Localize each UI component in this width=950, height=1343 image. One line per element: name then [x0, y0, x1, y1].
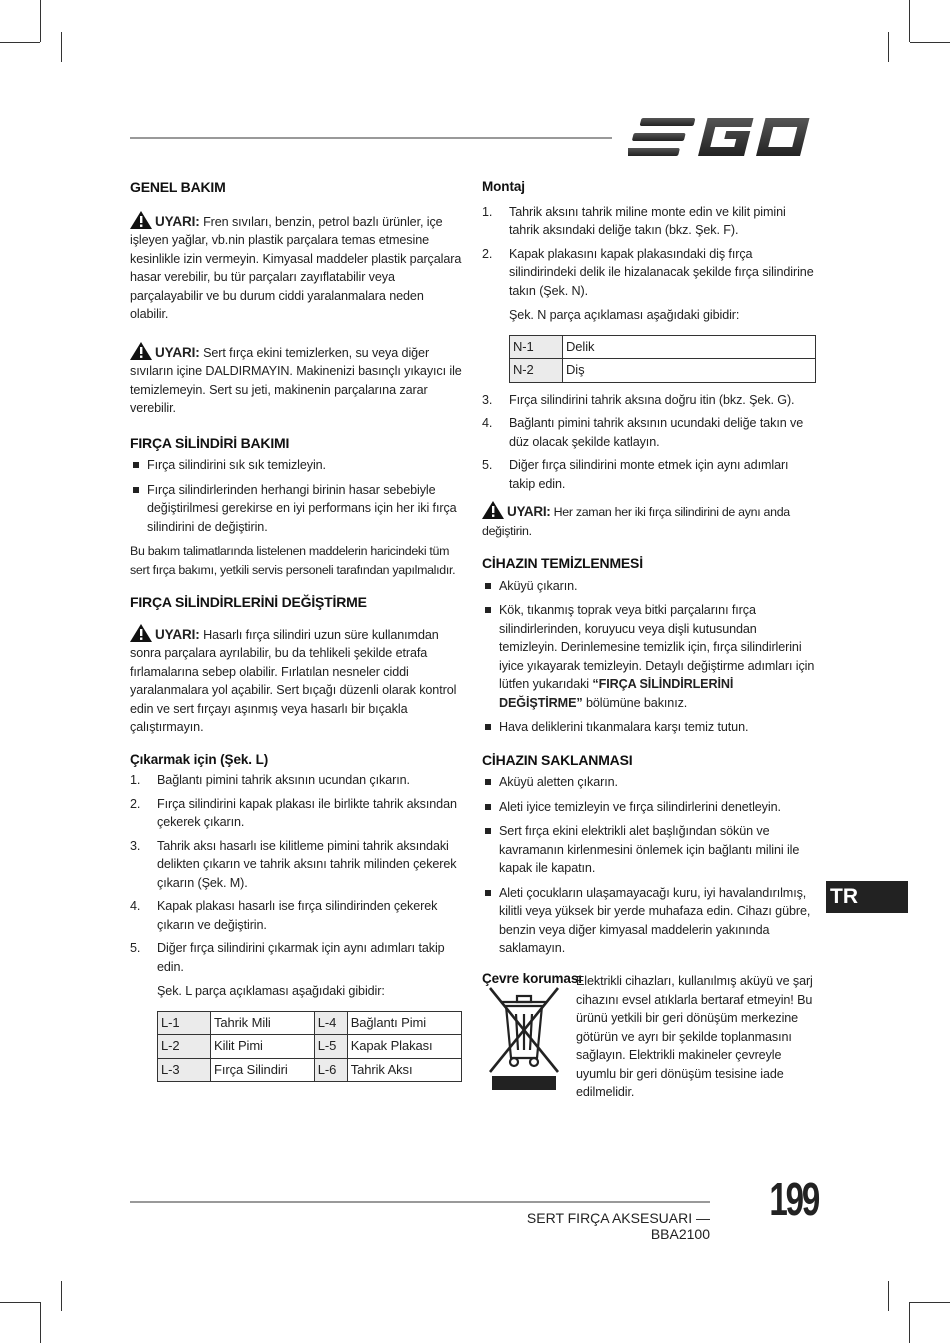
warning-paragraph	[130, 211, 462, 324]
header-rule	[130, 137, 612, 139]
warning-text: Her zaman her iki fırça silindirini de aynı anda değiştirin.	[482, 505, 790, 538]
bullet-square-icon	[485, 828, 491, 834]
table-cell: Tahrik Mili	[211, 1011, 315, 1035]
warning-triangle-icon	[130, 342, 152, 360]
subsection-title-cikarmak: Çıkarmak için (Şek. L)	[130, 751, 269, 767]
environment-block	[482, 972, 816, 1102]
warning-paragraph	[130, 342, 462, 418]
list-item: 5. Diğer fırça silindirini çıkarmak için aynı adımları takip edin.	[130, 941, 445, 974]
table-cell: Delik	[563, 335, 816, 359]
bullet-square-icon	[485, 779, 491, 785]
footer-title: SERT FIRÇA AKSESUARI — BBA2100	[526, 1210, 710, 1242]
table-cell: L-5	[314, 1035, 347, 1059]
warning-text: Fren sıvıları, benzin, petrol bazlı ürünler, içe işleyen yağlar, vb.nin plastik parçalara temas etmesine kesinlikle izin vermeyin. Kimyasal maddeler plastik parçalara hasar verebilir, bu tür parçaları zayıflatabilir veya parçalayabilir ve bu durum ciddi yaralanmalara neden olabilir.	[130, 214, 462, 321]
section-title-degistirme: FIRÇA SİLİNDİRLERİNİ DEĞİŞTİRME	[130, 594, 367, 610]
warning-text: Sert fırça ekini temizlerken, su veya diğer sıvıların içine DALDIRMAYIN. Makinenizi basınçlı yıkayıcı ile temizlemeyin. Sert su jeti, makinenin parçalarına zarar verebilir.	[130, 345, 462, 415]
footer-rule	[130, 1201, 710, 1203]
list-item: 5. Diğer fırça silindirini monte etmek için aynı adımları takip edin.	[482, 458, 789, 491]
table-cell: L-3	[158, 1058, 211, 1082]
table-cell: L-2	[158, 1035, 211, 1059]
language-tab: TR	[826, 881, 908, 913]
page-number: 199	[769, 1173, 819, 1225]
list-item: 4. Kapak plakası hasarlı ise fırça silindirinden çekerek çıkarın ve değiştirin.	[130, 899, 438, 932]
bullet-square-icon	[485, 890, 491, 896]
table-cell: Kapak Plakası	[347, 1035, 461, 1059]
crop-mark	[910, 1302, 950, 1303]
list-item: 2. Kapak plakasını kapak plakasındaki diş fırça silindirindeki delik ile hizalanacak şekilde fırça silindirine takın (Şek. N).	[482, 246, 814, 298]
crop-mark	[910, 42, 950, 43]
crop-mark	[61, 32, 62, 62]
bullet-square-icon	[133, 487, 139, 493]
list-item: Kök, tıkanmış toprak veya bitki parçalarını fırça silindirlerinden, koruyucu veya dişli kutusundan temizleyin. Derinlemesine temizlik için, fırça silindirlerini iyice yıkayarak temizleyin. Detaylı değiştirme adımları için lütfen yukarıdaki “FIRÇA SİLİNDİRLERİNİ DEĞİŞTİRME” bölümüne bakınız.	[482, 601, 816, 712]
list-item: Fırça silindirlerinden herhangi birinin hasar sebebiyle değiştirilmesi gerekirse en iyi performans için her iki fırça silindirini de değiştirin.	[130, 481, 462, 537]
warning-triangle-icon	[130, 624, 152, 642]
table-cell: Kilit Pimi	[211, 1035, 315, 1059]
warning-label: UYARI:	[155, 213, 200, 229]
numbered-list	[130, 771, 462, 976]
table-cell: Fırça Silindiri	[211, 1058, 315, 1082]
warning-label: UYARI:	[155, 626, 200, 642]
crop-mark	[40, 1302, 41, 1343]
bullet-square-icon	[485, 724, 491, 730]
table-cell: N-1	[510, 335, 563, 359]
warning-label: UYARI:	[507, 504, 551, 519]
list-item: Aleti iyice temizleyin ve fırça silindirlerini denetleyin.	[482, 798, 816, 817]
parts-table-l	[157, 1011, 462, 1083]
table-cell: Tahrik Aksı	[347, 1058, 461, 1082]
table-cell: L-6	[314, 1058, 347, 1082]
warning-label: UYARI:	[155, 344, 200, 360]
crop-mark	[0, 1302, 40, 1303]
subsection-title-cevre: Çevre koruması	[482, 970, 582, 986]
crop-mark	[61, 1281, 62, 1311]
table-row	[158, 1011, 462, 1035]
parts-table-wrap	[130, 1011, 462, 1083]
list-item: Fırça silindirini sık sık temizleyin.	[130, 456, 462, 475]
table-cell: L-4	[314, 1011, 347, 1035]
list-item: 1. Bağlantı pimini tahrik aksının ucundan çıkarın.	[130, 773, 410, 787]
bullet-square-icon	[485, 607, 491, 613]
environment-text: Elektrikli cihazları, kullanılmış aküyü ve şarj cihazını evsel atıklarla bertaraf etmeyin! Bu ürünü yetkili bir geri dönüşüm merkezine götürün ve ayrı bir şekilde toplanmasını sağlayın. Elektrikli makineler çevreyle uyumlu bir geri dönüşüm tesisine iade edilmelidir.	[576, 974, 813, 1099]
table-row	[510, 359, 816, 383]
bullet-list	[130, 456, 462, 536]
warning-paragraph	[130, 624, 462, 737]
bullet-square-icon	[485, 804, 491, 810]
numbered-list	[482, 203, 816, 301]
table-cell: Bağlantı Pimi	[347, 1011, 461, 1035]
warning-text: Hasarlı fırça silindiri uzun süre kullanımdan sonra parçalara ayrılabilir, bu da tehlikeli şekilde etrafa fırlamalarına sebep olabilir. Fırlatılan nesneler ciddi yaralanmalara yol açabilir. Sert bıçağı düzenli olarak kontrol edin ve sert fırçayı aşınmış veya hasarlı bir bıçakla çalıştırmayın.	[130, 627, 457, 734]
section-title-temizlenmesi: CİHAZIN TEMİZLENMESİ	[482, 555, 643, 571]
list-item: 1. Tahrik aksını tahrik miline monte edin ve kilit pimini tahrik aksındaki deliğe takın (bkz. Şek. F).	[482, 204, 786, 237]
figure-note: Şek. L parça açıklaması aşağıdaki gibidir:	[157, 984, 385, 998]
section-title-firca-bakimi: FIRÇA SİLİNDİRİ BAKIMI	[130, 434, 290, 451]
numbered-list	[482, 391, 816, 494]
list-item: 3. Fırça silindirini tahrik aksına doğru itin (bkz. Şek. G).	[482, 392, 795, 407]
warning-triangle-icon	[482, 501, 504, 519]
crop-mark	[40, 0, 41, 42]
ego-logo	[628, 116, 814, 158]
parts-table-n	[509, 335, 816, 383]
list-item: Aküyü aletten çıkarın.	[482, 773, 816, 792]
list-item: 4. Bağlantı pimini tahrik aksının ucundaki deliğe takın ve düz olacak şekilde katlayın.	[482, 416, 804, 449]
bullet-square-icon	[485, 583, 491, 589]
warning-paragraph	[482, 501, 816, 540]
bullet-list	[482, 577, 816, 737]
crop-mark	[888, 32, 889, 62]
maintenance-note: Bu bakım talimatlarında listelenen maddelerin haricindeki tüm sert fırça bakımı, yetkili servis personeli tarafından yapılmalıdır.	[130, 544, 456, 577]
figure-note: Şek. N parça açıklaması aşağıdaki gibidir:	[509, 308, 740, 322]
list-item: Sert fırça ekini elektrikli alet başlığından sökün ve kavramanın kirlenmesini önlemek için bağlantı milini ile kapak ile kapatın.	[482, 822, 816, 878]
subsection-title-montaj: Montaj	[482, 179, 525, 194]
list-item: 3. Tahrik aksı hasarlı ise kilitleme pimini tahrik aksındaki delikten çıkarın ve tahrik aksını tahrik milinden çekerek çıkarın (Şek. M).	[130, 838, 457, 890]
crop-mark	[0, 42, 40, 43]
crop-mark	[909, 0, 910, 42]
crop-mark	[909, 1302, 910, 1343]
bullet-square-icon	[133, 462, 139, 468]
section-title-genel-bakim: GENEL BAKIM	[130, 179, 226, 195]
crop-mark	[888, 1281, 889, 1311]
warning-triangle-icon	[130, 211, 152, 229]
list-item: Aküyü çıkarın.	[482, 577, 816, 596]
left-column	[130, 178, 462, 1082]
crossed-bin-icon	[486, 980, 562, 1092]
table-cell: L-1	[158, 1011, 211, 1035]
table-cell: N-2	[510, 359, 563, 383]
parts-table-wrap	[482, 335, 816, 383]
list-item: 2. Fırça silindirini kapak plakası ile birlikte tahrik aksından çekerek çıkarın.	[130, 796, 457, 829]
table-row	[510, 335, 816, 359]
bullet-list	[482, 773, 816, 958]
table-row	[158, 1035, 462, 1059]
table-cell: Diş	[563, 359, 816, 383]
table-row	[158, 1058, 462, 1082]
list-item: Hava deliklerini tıkanmalara karşı temiz tutun.	[482, 718, 816, 737]
list-item: Aleti çocukların ulaşamayacağı kuru, iyi havalandırılmış, kilitli veya yüksek bir yerde muhafaza edin. Cihazı gübre, benzin veya diğer kimyasal maddelerin yakınında saklamayın.	[482, 884, 816, 958]
section-title-saklanmasi: CİHAZIN SAKLANMASI	[482, 751, 633, 768]
right-column	[482, 178, 816, 1112]
